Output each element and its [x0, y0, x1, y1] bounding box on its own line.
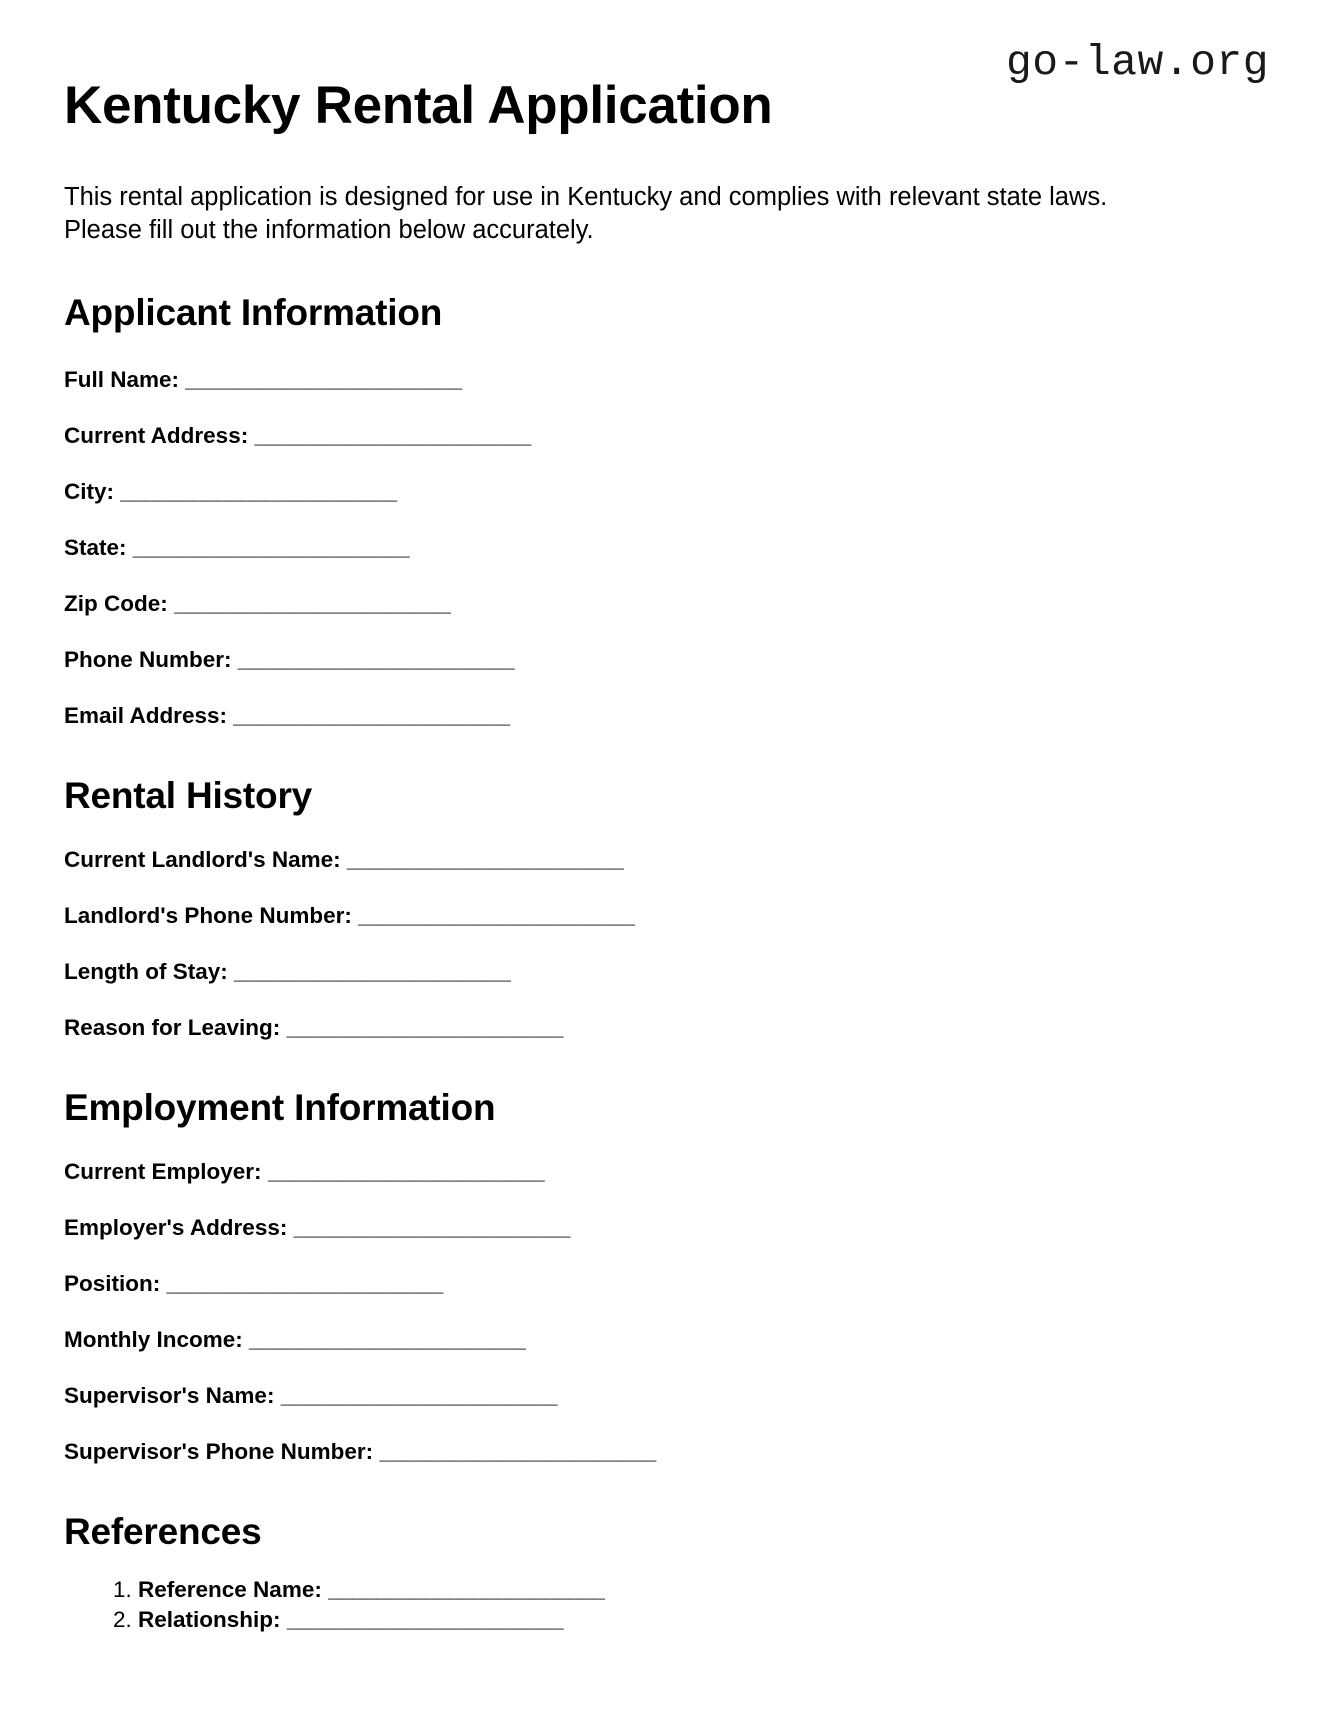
field-blank-line[interactable]: _______________________	[249, 1327, 526, 1353]
field-blank-line[interactable]: _______________________	[346, 847, 624, 873]
form-field-monthly-income	[64, 1326, 1267, 1353]
form-field-state	[64, 534, 1267, 561]
form-field-phone-number	[64, 646, 1267, 673]
section-heading-references: References	[64, 1511, 262, 1553]
form-field-employers-address	[64, 1214, 1267, 1241]
field-label: Full Name:	[64, 367, 180, 393]
section-heading-employment-information: Employment Information	[64, 1087, 496, 1129]
field-label: Zip Code:	[64, 591, 168, 617]
page-title: Kentucky Rental Application	[64, 76, 773, 135]
field-blank-line[interactable]: _______________________	[234, 959, 511, 985]
references-list	[64, 1579, 1267, 1631]
field-blank-line[interactable]: _______________________	[254, 423, 531, 449]
form-field-supervisors-name	[64, 1382, 1267, 1409]
field-blank-line[interactable]: _______________________	[120, 479, 397, 505]
form-field-length-of-stay	[64, 958, 1267, 985]
field-blank-line[interactable]: _______________________	[166, 1271, 443, 1297]
form-field-email-address	[64, 702, 1267, 729]
field-label: Supervisor's Name:	[64, 1383, 275, 1409]
field-blank-line[interactable]: _______________________	[286, 1015, 563, 1041]
field-label: Supervisor's Phone Number:	[64, 1439, 374, 1465]
field-blank-line[interactable]: _______________________	[237, 647, 515, 673]
field-label: Current Employer:	[64, 1159, 262, 1185]
field-blank-line[interactable]: _______________________	[233, 703, 510, 729]
field-blank-line[interactable]: _______________________	[280, 1383, 558, 1409]
section-heading-applicant-information: Applicant Information	[64, 292, 443, 334]
field-blank-line[interactable]: _______________________	[132, 535, 410, 561]
form-field-city	[64, 478, 1267, 505]
field-blank-line[interactable]: _______________________	[328, 1577, 605, 1603]
field-label: Employer's Address:	[64, 1215, 288, 1241]
intro-paragraph: This rental application is designed for use in Kentucky and complies with relevant state laws. Please fill out the information below accurately.	[64, 183, 1108, 244]
form-field-current-address	[64, 422, 1267, 449]
field-label: State:	[64, 535, 127, 561]
field-label: Current Landlord's Name:	[64, 847, 341, 873]
form-field-current-landlords-name	[64, 846, 1267, 873]
list-item	[138, 1606, 1267, 1632]
form-field-current-employer	[64, 1158, 1267, 1185]
field-blank-line[interactable]: _______________________	[267, 1159, 545, 1185]
form-field-landlords-phone-number	[64, 902, 1267, 929]
field-label: Length of Stay:	[64, 959, 228, 985]
list-item	[138, 1579, 1267, 1602]
field-label: Reason for Leaving:	[64, 1015, 281, 1041]
field-label: Relationship:	[138, 1606, 281, 1632]
form-field-position	[64, 1270, 1267, 1297]
form-field-supervisors-phone-number	[64, 1438, 1267, 1465]
site-brand-logo: go-law.org	[1005, 38, 1269, 87]
form-field-zip-code	[64, 590, 1267, 617]
form-field-full-name	[64, 366, 1267, 393]
field-label: City:	[64, 479, 114, 505]
field-blank-line[interactable]: _______________________	[358, 903, 635, 929]
field-label: Current Address:	[64, 423, 249, 449]
field-blank-line[interactable]: _______________________	[174, 591, 451, 617]
field-label: Reference Name:	[138, 1577, 322, 1603]
field-blank-line[interactable]: _______________________	[185, 367, 462, 393]
form-field-reason-for-leaving	[64, 1014, 1267, 1041]
field-blank-line[interactable]: _______________________	[293, 1215, 570, 1241]
field-label: Landlord's Phone Number:	[64, 903, 352, 929]
field-label: Phone Number:	[64, 647, 232, 673]
field-label: Email Address:	[64, 703, 227, 729]
field-blank-line[interactable]: _______________________	[286, 1606, 564, 1632]
field-blank-line[interactable]: _______________________	[379, 1439, 656, 1465]
field-label: Monthly Income:	[64, 1327, 243, 1353]
section-heading-rental-history: Rental History	[64, 775, 313, 817]
field-label: Position:	[64, 1271, 161, 1297]
